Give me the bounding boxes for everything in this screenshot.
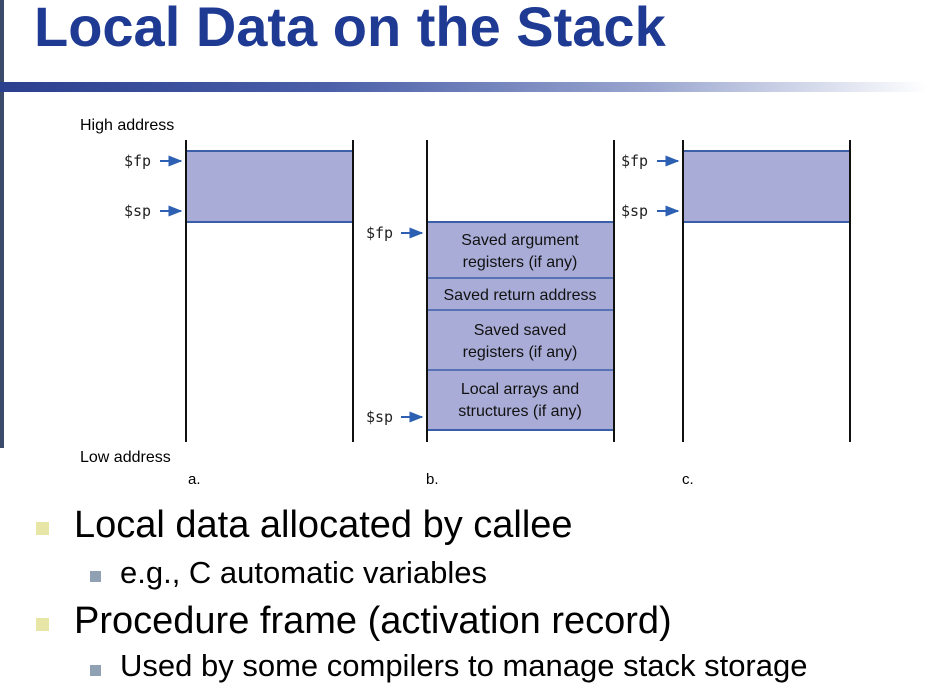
stack-a-frame bbox=[187, 151, 352, 222]
bullet-c-automatic: e.g., C automatic variables bbox=[120, 555, 488, 590]
stack-a-fp-label: $fp bbox=[124, 152, 152, 170]
saved-argument-line1: Saved argument bbox=[461, 232, 579, 249]
local-arrays-line2: structures (if any) bbox=[458, 403, 582, 420]
stack-b-sp-label: $sp bbox=[366, 408, 394, 426]
slide-title: Local Data on the Stack bbox=[34, 0, 666, 58]
stack-b-caption: b. bbox=[426, 471, 439, 488]
bullet-marker-level2 bbox=[90, 571, 101, 582]
bullet-marker-level1 bbox=[36, 618, 49, 631]
stack-diagram bbox=[0, 100, 928, 495]
stack-a-caption: a. bbox=[188, 471, 201, 488]
stack-b-fp-label: $fp bbox=[366, 224, 394, 242]
stack-a-sp-label: $sp bbox=[124, 202, 152, 220]
bullet-marker-level2 bbox=[90, 665, 101, 676]
saved-return-address: Saved return address bbox=[443, 287, 597, 304]
bullet-compilers: Used by some compilers to manage stack storage bbox=[120, 648, 808, 683]
saved-saved-line1: Saved saved bbox=[473, 322, 567, 339]
stack-c-frame bbox=[684, 151, 849, 222]
bullet-procedure-frame: Procedure frame (activation record) bbox=[74, 600, 672, 642]
saved-argument-line2: registers (if any) bbox=[462, 254, 578, 271]
stack-c-fp-label: $fp bbox=[621, 152, 649, 170]
bullet-local-data: Local data allocated by callee bbox=[74, 504, 573, 546]
local-arrays-line1: Local arrays and bbox=[460, 381, 580, 398]
bullet-marker-level1 bbox=[36, 522, 49, 535]
high-address-label: High address bbox=[80, 117, 175, 134]
low-address-label: Low address bbox=[80, 449, 171, 466]
title-underline-bar bbox=[0, 82, 928, 92]
saved-saved-line2: registers (if any) bbox=[462, 344, 578, 361]
stack-c-caption: c. bbox=[682, 471, 694, 488]
stack-c-sp-label: $sp bbox=[621, 202, 649, 220]
stack-diagram-svg bbox=[0, 100, 928, 495]
